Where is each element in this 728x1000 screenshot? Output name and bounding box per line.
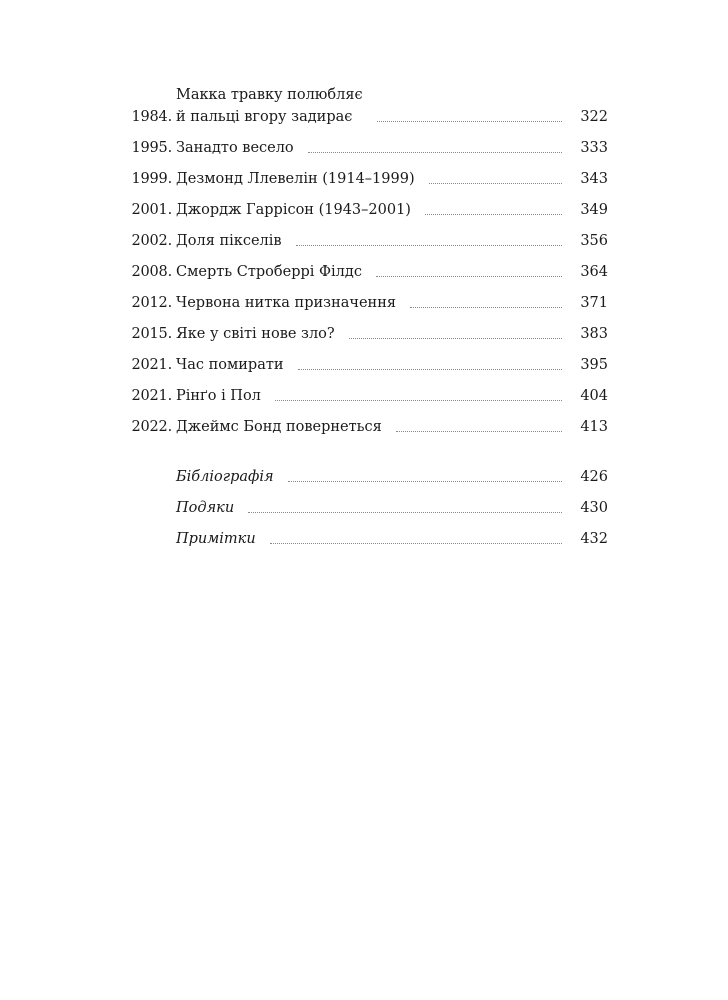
toc-entry[interactable] (122, 528, 608, 550)
entry-page-number: 383 (580, 326, 608, 342)
toc-entry[interactable] (122, 261, 608, 283)
entry-page-number: 322 (580, 109, 608, 125)
toc-entry[interactable] (122, 385, 608, 407)
toc-entry[interactable] (122, 323, 608, 345)
entry-title-wrap (176, 416, 580, 438)
dot-leader (376, 276, 562, 277)
toc-entry[interactable] (122, 354, 608, 376)
entry-title: Дезмонд Ллевелін (1914–1999) (176, 171, 415, 187)
dot-leader (298, 369, 562, 370)
toc-entry[interactable] (122, 466, 608, 488)
toc-entry[interactable] (122, 230, 608, 252)
toc-entry[interactable] (122, 137, 608, 159)
entry-page-number: 356 (580, 233, 608, 249)
entry-year: 2022. (131, 419, 172, 435)
entry-title: Червона нитка призначення (176, 295, 397, 311)
dot-leader (425, 214, 562, 215)
entry-year: 2001. (131, 202, 172, 218)
dot-leader (296, 245, 562, 246)
entry-title-wrap (176, 497, 580, 519)
entry-title-wrap (176, 137, 580, 159)
dot-leader (349, 338, 562, 339)
entry-year: 1984. (131, 109, 172, 125)
dot-leader (288, 481, 562, 482)
entry-title-wrap (176, 528, 580, 550)
entry-year: 2012. (131, 295, 172, 311)
dot-leader (248, 512, 562, 513)
entry-year: 2015. (131, 326, 172, 342)
dot-leader (396, 431, 562, 432)
entry-year: 2021. (131, 357, 172, 373)
entry-title: Бібліографія (176, 469, 274, 485)
toc-entry[interactable] (122, 416, 608, 438)
entry-page-number: 343 (580, 171, 608, 187)
entry-page-number: 364 (580, 264, 608, 280)
entry-page-number: 333 (580, 140, 608, 156)
entry-page-number: 426 (580, 469, 608, 485)
dot-leader (410, 307, 562, 308)
entry-title-wrap (176, 323, 580, 345)
chapter-list (122, 84, 608, 438)
table-of-contents (122, 84, 608, 559)
entry-title-wrap (176, 466, 580, 488)
entry-title: Джордж Гаррісон (1943–2001) (176, 202, 411, 218)
toc-entry[interactable] (122, 84, 608, 128)
entry-page-number: 395 (580, 357, 608, 373)
entry-title: Джеймс Бонд повернеться (176, 419, 382, 435)
toc-entry[interactable] (122, 168, 608, 190)
dot-leader (377, 121, 562, 122)
toc-entry[interactable] (122, 199, 608, 221)
entry-title: Рінґо і Пол (176, 388, 261, 404)
entry-page-number: 371 (580, 295, 608, 311)
entry-title: Доля пікселів (176, 233, 282, 249)
dot-leader (429, 183, 562, 184)
dot-leader (308, 152, 562, 153)
entry-title: Макка травку полюбляє й пальці вгору задирає (176, 87, 363, 125)
entry-year: 2002. (131, 233, 172, 249)
entry-title: Занадто весело (176, 140, 294, 156)
entry-page-number: 432 (580, 531, 608, 547)
entry-page-number: 413 (580, 419, 608, 435)
entry-title: Яке у світі нове зло? (176, 326, 335, 342)
entry-year: 2008. (131, 264, 172, 280)
entry-title-wrap (176, 385, 580, 407)
entry-title: Примітки (176, 531, 256, 547)
entry-title-wrap (176, 168, 580, 190)
entry-page-number: 430 (580, 500, 608, 516)
entry-title-wrap (176, 199, 580, 221)
entry-title-wrap (176, 230, 580, 252)
dot-leader (275, 400, 562, 401)
entry-year: 2021. (131, 388, 172, 404)
entry-title: Час помирати (176, 357, 284, 373)
entry-year: 1999. (131, 171, 172, 187)
entry-year: 1995. (131, 140, 172, 156)
entry-title-wrap (176, 292, 580, 314)
entry-title: Подяки (176, 500, 235, 516)
dot-leader (270, 543, 562, 544)
toc-entry[interactable] (122, 497, 608, 519)
entry-title-wrap (176, 84, 580, 128)
back-matter-list (122, 466, 608, 550)
entry-title: Смерть Строберрі Філдс (176, 264, 362, 280)
entry-page-number: 404 (580, 388, 608, 404)
toc-entry[interactable] (122, 292, 608, 314)
entry-page-number: 349 (580, 202, 608, 218)
entry-title-wrap (176, 261, 580, 283)
entry-title-wrap (176, 354, 580, 376)
